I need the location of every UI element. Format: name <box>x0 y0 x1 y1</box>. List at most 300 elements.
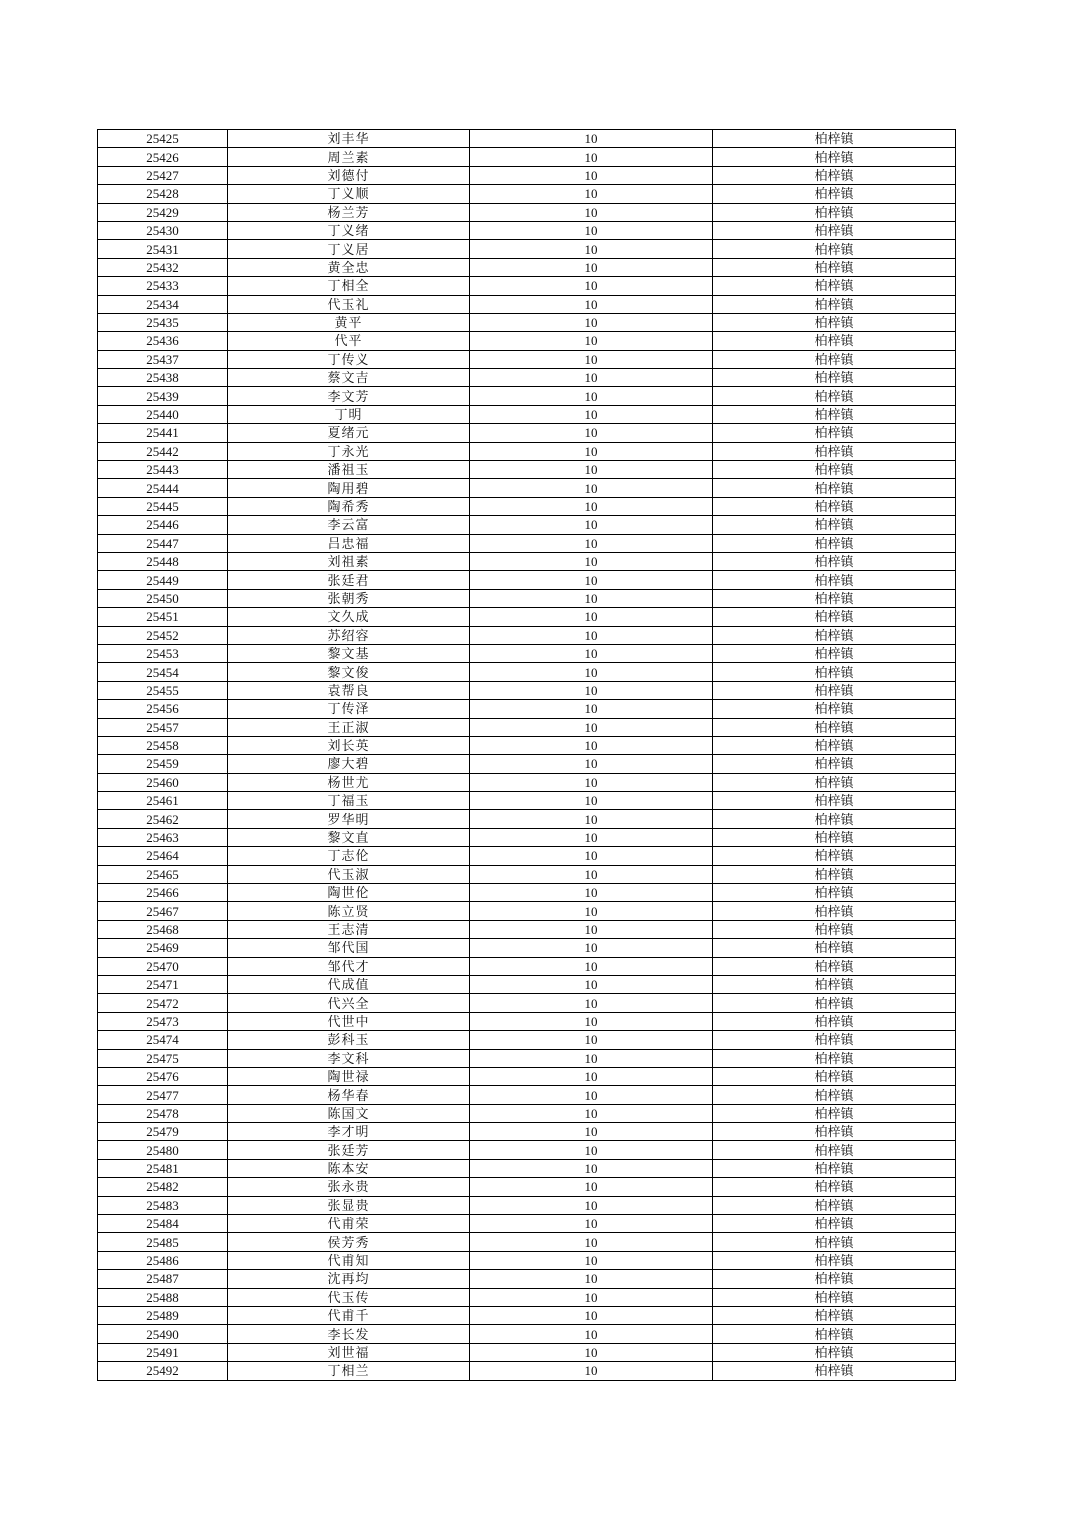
name-cell: 黎文直 <box>228 828 470 846</box>
town-cell: 柏梓镇 <box>713 1141 956 1159</box>
town-cell: 柏梓镇 <box>713 828 956 846</box>
town-cell: 柏梓镇 <box>713 994 956 1012</box>
amount-cell: 10 <box>470 424 713 442</box>
amount-cell: 10 <box>470 516 713 534</box>
name-cell: 代甫荣 <box>228 1215 470 1233</box>
table-row <box>98 313 956 331</box>
row-number-cell: 25475 <box>98 1049 228 1067</box>
table-row <box>98 865 956 883</box>
table-row <box>98 1233 956 1251</box>
name-cell: 刘祖素 <box>228 552 470 570</box>
name-cell: 陶希秀 <box>228 497 470 515</box>
amount-cell: 10 <box>470 920 713 938</box>
table-row <box>98 663 956 681</box>
row-number-cell: 25485 <box>98 1233 228 1251</box>
name-cell: 陶用碧 <box>228 479 470 497</box>
table-row <box>98 552 956 570</box>
town-cell: 柏梓镇 <box>713 700 956 718</box>
row-number-cell: 25444 <box>98 479 228 497</box>
table-row <box>98 148 956 166</box>
amount-cell: 10 <box>470 534 713 552</box>
row-number-cell: 25472 <box>98 994 228 1012</box>
name-cell: 邹代才 <box>228 957 470 975</box>
row-number-cell: 25433 <box>98 277 228 295</box>
town-cell: 柏梓镇 <box>713 130 956 148</box>
name-cell: 杨华春 <box>228 1086 470 1104</box>
name-cell: 黎文俊 <box>228 663 470 681</box>
name-cell: 丁义居 <box>228 240 470 258</box>
amount-cell: 10 <box>470 608 713 626</box>
table-row <box>98 1251 956 1269</box>
table-row <box>98 884 956 902</box>
name-cell: 李云富 <box>228 516 470 534</box>
town-cell: 柏梓镇 <box>713 773 956 791</box>
name-cell: 丁义绪 <box>228 221 470 239</box>
name-cell: 吕忠福 <box>228 534 470 552</box>
amount-cell: 10 <box>470 1196 713 1214</box>
table-row <box>98 939 956 957</box>
table-row <box>98 700 956 718</box>
name-cell: 彭科玉 <box>228 1031 470 1049</box>
amount-cell: 10 <box>470 644 713 662</box>
row-number-cell: 25480 <box>98 1141 228 1159</box>
town-cell: 柏梓镇 <box>713 295 956 313</box>
name-cell: 苏绍容 <box>228 626 470 644</box>
amount-cell: 10 <box>470 884 713 902</box>
name-cell: 李文芳 <box>228 387 470 405</box>
table-row <box>98 1123 956 1141</box>
table-body <box>98 130 956 1381</box>
row-number-cell: 25452 <box>98 626 228 644</box>
town-cell: 柏梓镇 <box>713 1307 956 1325</box>
town-cell: 柏梓镇 <box>713 681 956 699</box>
town-cell: 柏梓镇 <box>713 405 956 423</box>
name-cell: 代玉传 <box>228 1288 470 1306</box>
table-row <box>98 1288 956 1306</box>
name-cell: 代甫千 <box>228 1307 470 1325</box>
name-cell: 张朝秀 <box>228 589 470 607</box>
town-cell: 柏梓镇 <box>713 1288 956 1306</box>
table-row <box>98 644 956 662</box>
amount-cell: 10 <box>470 1159 713 1177</box>
row-number-cell: 25483 <box>98 1196 228 1214</box>
amount-cell: 10 <box>470 332 713 350</box>
town-cell: 柏梓镇 <box>713 442 956 460</box>
town-cell: 柏梓镇 <box>713 369 956 387</box>
amount-cell: 10 <box>470 1215 713 1233</box>
table-row <box>98 608 956 626</box>
name-cell: 陶世伦 <box>228 884 470 902</box>
table-row <box>98 1178 956 1196</box>
town-cell: 柏梓镇 <box>713 718 956 736</box>
name-cell: 代世中 <box>228 1012 470 1030</box>
table-row <box>98 957 956 975</box>
row-number-cell: 25427 <box>98 166 228 184</box>
table-row <box>98 1270 956 1288</box>
amount-cell: 10 <box>470 1325 713 1343</box>
row-number-cell: 25438 <box>98 369 228 387</box>
town-cell: 柏梓镇 <box>713 626 956 644</box>
amount-cell: 10 <box>470 461 713 479</box>
table-row <box>98 387 956 405</box>
amount-cell: 10 <box>470 773 713 791</box>
table-row <box>98 1325 956 1343</box>
name-cell: 丁志伦 <box>228 847 470 865</box>
row-number-cell: 25468 <box>98 920 228 938</box>
amount-cell: 10 <box>470 755 713 773</box>
table-row <box>98 240 956 258</box>
town-cell: 柏梓镇 <box>713 1233 956 1251</box>
table-row <box>98 424 956 442</box>
table-row <box>98 1012 956 1030</box>
name-cell: 丁永光 <box>228 442 470 460</box>
row-number-cell: 25471 <box>98 975 228 993</box>
name-cell: 丁相全 <box>228 277 470 295</box>
town-cell: 柏梓镇 <box>713 148 956 166</box>
town-cell: 柏梓镇 <box>713 920 956 938</box>
table-row <box>98 332 956 350</box>
name-cell: 丁传义 <box>228 350 470 368</box>
row-number-cell: 25455 <box>98 681 228 699</box>
town-cell: 柏梓镇 <box>713 1362 956 1380</box>
amount-cell: 10 <box>470 1049 713 1067</box>
row-number-cell: 25430 <box>98 221 228 239</box>
row-number-cell: 25437 <box>98 350 228 368</box>
name-cell: 代玉礼 <box>228 295 470 313</box>
table-row <box>98 516 956 534</box>
name-cell: 丁相兰 <box>228 1362 470 1380</box>
row-number-cell: 25448 <box>98 552 228 570</box>
town-cell: 柏梓镇 <box>713 1251 956 1269</box>
row-number-cell: 25477 <box>98 1086 228 1104</box>
table-row <box>98 1343 956 1361</box>
row-number-cell: 25489 <box>98 1307 228 1325</box>
town-cell: 柏梓镇 <box>713 736 956 754</box>
row-number-cell: 25449 <box>98 571 228 589</box>
amount-cell: 10 <box>470 185 713 203</box>
table-row <box>98 497 956 515</box>
name-cell: 代平 <box>228 332 470 350</box>
row-number-cell: 25460 <box>98 773 228 791</box>
town-cell: 柏梓镇 <box>713 497 956 515</box>
amount-cell: 10 <box>470 663 713 681</box>
row-number-cell: 25445 <box>98 497 228 515</box>
town-cell: 柏梓镇 <box>713 975 956 993</box>
name-cell: 陈本安 <box>228 1159 470 1177</box>
name-cell: 刘德付 <box>228 166 470 184</box>
name-cell: 夏绪元 <box>228 424 470 442</box>
name-cell: 邹代国 <box>228 939 470 957</box>
table-row <box>98 130 956 148</box>
town-cell: 柏梓镇 <box>713 534 956 552</box>
row-number-cell: 25488 <box>98 1288 228 1306</box>
amount-cell: 10 <box>470 571 713 589</box>
town-cell: 柏梓镇 <box>713 1343 956 1361</box>
row-number-cell: 25441 <box>98 424 228 442</box>
name-cell: 黄平 <box>228 313 470 331</box>
row-number-cell: 25453 <box>98 644 228 662</box>
amount-cell: 10 <box>470 203 713 221</box>
town-cell: 柏梓镇 <box>713 1159 956 1177</box>
amount-cell: 10 <box>470 240 713 258</box>
amount-cell: 10 <box>470 792 713 810</box>
name-cell: 王志清 <box>228 920 470 938</box>
name-cell: 王正淑 <box>228 718 470 736</box>
name-cell: 杨世尤 <box>228 773 470 791</box>
row-number-cell: 25463 <box>98 828 228 846</box>
table-row <box>98 847 956 865</box>
row-number-cell: 25434 <box>98 295 228 313</box>
amount-cell: 10 <box>470 552 713 570</box>
town-cell: 柏梓镇 <box>713 1067 956 1085</box>
amount-cell: 10 <box>470 1288 713 1306</box>
town-cell: 柏梓镇 <box>713 221 956 239</box>
town-cell: 柏梓镇 <box>713 884 956 902</box>
row-number-cell: 25436 <box>98 332 228 350</box>
amount-cell: 10 <box>470 350 713 368</box>
amount-cell: 10 <box>470 589 713 607</box>
row-number-cell: 25429 <box>98 203 228 221</box>
town-cell: 柏梓镇 <box>713 332 956 350</box>
table-row <box>98 681 956 699</box>
table-row <box>98 1104 956 1122</box>
town-cell: 柏梓镇 <box>713 644 956 662</box>
amount-cell: 10 <box>470 847 713 865</box>
table-row <box>98 461 956 479</box>
table-row <box>98 405 956 423</box>
amount-cell: 10 <box>470 1123 713 1141</box>
town-cell: 柏梓镇 <box>713 1178 956 1196</box>
row-number-cell: 25492 <box>98 1362 228 1380</box>
amount-cell: 10 <box>470 810 713 828</box>
table-row <box>98 166 956 184</box>
name-cell: 张显贵 <box>228 1196 470 1214</box>
table-row <box>98 736 956 754</box>
table-row <box>98 773 956 791</box>
town-cell: 柏梓镇 <box>713 663 956 681</box>
row-number-cell: 25478 <box>98 1104 228 1122</box>
row-number-cell: 25440 <box>98 405 228 423</box>
town-cell: 柏梓镇 <box>713 1270 956 1288</box>
table-row <box>98 442 956 460</box>
name-cell: 丁传泽 <box>228 700 470 718</box>
row-number-cell: 25439 <box>98 387 228 405</box>
table-row <box>98 975 956 993</box>
amount-cell: 10 <box>470 295 713 313</box>
table-row <box>98 185 956 203</box>
table-row <box>98 589 956 607</box>
row-number-cell: 25443 <box>98 461 228 479</box>
table-row <box>98 1067 956 1085</box>
table-row <box>98 203 956 221</box>
town-cell: 柏梓镇 <box>713 957 956 975</box>
name-cell: 代甫知 <box>228 1251 470 1269</box>
name-cell: 文久成 <box>228 608 470 626</box>
town-cell: 柏梓镇 <box>713 240 956 258</box>
table-row <box>98 920 956 938</box>
name-cell: 丁义顺 <box>228 185 470 203</box>
amount-cell: 10 <box>470 1067 713 1085</box>
amount-cell: 10 <box>470 902 713 920</box>
table-row <box>98 1196 956 1214</box>
table-row <box>98 828 956 846</box>
name-cell: 李长发 <box>228 1325 470 1343</box>
amount-cell: 10 <box>470 442 713 460</box>
town-cell: 柏梓镇 <box>713 258 956 276</box>
amount-cell: 10 <box>470 626 713 644</box>
town-cell: 柏梓镇 <box>713 1031 956 1049</box>
row-number-cell: 25461 <box>98 792 228 810</box>
town-cell: 柏梓镇 <box>713 571 956 589</box>
row-number-cell: 25447 <box>98 534 228 552</box>
amount-cell: 10 <box>470 1012 713 1030</box>
amount-cell: 10 <box>470 736 713 754</box>
table-row <box>98 258 956 276</box>
amount-cell: 10 <box>470 994 713 1012</box>
amount-cell: 10 <box>470 258 713 276</box>
amount-cell: 10 <box>470 148 713 166</box>
name-cell: 陈立贤 <box>228 902 470 920</box>
table-row <box>98 1362 956 1380</box>
amount-cell: 10 <box>470 1233 713 1251</box>
name-cell: 罗华明 <box>228 810 470 828</box>
table-row <box>98 369 956 387</box>
table-row <box>98 295 956 313</box>
row-number-cell: 25458 <box>98 736 228 754</box>
name-cell: 李才明 <box>228 1123 470 1141</box>
amount-cell: 10 <box>470 166 713 184</box>
amount-cell: 10 <box>470 957 713 975</box>
row-number-cell: 25464 <box>98 847 228 865</box>
table-row <box>98 626 956 644</box>
name-cell: 黎文基 <box>228 644 470 662</box>
row-number-cell: 25470 <box>98 957 228 975</box>
row-number-cell: 25482 <box>98 1178 228 1196</box>
amount-cell: 10 <box>470 1086 713 1104</box>
town-cell: 柏梓镇 <box>713 939 956 957</box>
name-cell: 刘丰华 <box>228 130 470 148</box>
row-number-cell: 25469 <box>98 939 228 957</box>
name-cell: 周兰素 <box>228 148 470 166</box>
row-number-cell: 25465 <box>98 865 228 883</box>
row-number-cell: 25481 <box>98 1159 228 1177</box>
amount-cell: 10 <box>470 130 713 148</box>
table-row <box>98 902 956 920</box>
row-number-cell: 25454 <box>98 663 228 681</box>
name-cell: 陶世禄 <box>228 1067 470 1085</box>
row-number-cell: 25474 <box>98 1031 228 1049</box>
amount-cell: 10 <box>470 1251 713 1269</box>
row-number-cell: 25457 <box>98 718 228 736</box>
amount-cell: 10 <box>470 828 713 846</box>
row-number-cell: 25476 <box>98 1067 228 1085</box>
town-cell: 柏梓镇 <box>713 865 956 883</box>
row-number-cell: 25426 <box>98 148 228 166</box>
row-number-cell: 25450 <box>98 589 228 607</box>
town-cell: 柏梓镇 <box>713 1012 956 1030</box>
row-number-cell: 25490 <box>98 1325 228 1343</box>
town-cell: 柏梓镇 <box>713 479 956 497</box>
row-number-cell: 25467 <box>98 902 228 920</box>
table-row <box>98 1086 956 1104</box>
amount-cell: 10 <box>470 1307 713 1325</box>
name-cell: 刘长英 <box>228 736 470 754</box>
name-cell: 张廷芳 <box>228 1141 470 1159</box>
name-cell: 代兴全 <box>228 994 470 1012</box>
row-number-cell: 25487 <box>98 1270 228 1288</box>
town-cell: 柏梓镇 <box>713 277 956 295</box>
amount-cell: 10 <box>470 1270 713 1288</box>
name-cell: 刘世福 <box>228 1343 470 1361</box>
row-number-cell: 25431 <box>98 240 228 258</box>
table-row <box>98 1215 956 1233</box>
table-row <box>98 1307 956 1325</box>
amount-cell: 10 <box>470 1141 713 1159</box>
table-row <box>98 1159 956 1177</box>
row-number-cell: 25479 <box>98 1123 228 1141</box>
table-row <box>98 755 956 773</box>
town-cell: 柏梓镇 <box>713 1086 956 1104</box>
name-cell: 黄全忠 <box>228 258 470 276</box>
amount-cell: 10 <box>470 865 713 883</box>
town-cell: 柏梓镇 <box>713 516 956 534</box>
town-cell: 柏梓镇 <box>713 1104 956 1122</box>
amount-cell: 10 <box>470 1104 713 1122</box>
town-cell: 柏梓镇 <box>713 1196 956 1214</box>
town-cell: 柏梓镇 <box>713 1325 956 1343</box>
row-number-cell: 25435 <box>98 313 228 331</box>
row-number-cell: 25432 <box>98 258 228 276</box>
amount-cell: 10 <box>470 939 713 957</box>
amount-cell: 10 <box>470 1362 713 1380</box>
town-cell: 柏梓镇 <box>713 552 956 570</box>
table-row <box>98 350 956 368</box>
name-cell: 丁福玉 <box>228 792 470 810</box>
town-cell: 柏梓镇 <box>713 203 956 221</box>
amount-cell: 10 <box>470 221 713 239</box>
data-table <box>97 129 956 1381</box>
table-row <box>98 534 956 552</box>
town-cell: 柏梓镇 <box>713 350 956 368</box>
row-number-cell: 25451 <box>98 608 228 626</box>
name-cell: 张永贵 <box>228 1178 470 1196</box>
amount-cell: 10 <box>470 387 713 405</box>
table-row <box>98 994 956 1012</box>
town-cell: 柏梓镇 <box>713 461 956 479</box>
row-number-cell: 25484 <box>98 1215 228 1233</box>
table-row <box>98 1141 956 1159</box>
row-number-cell: 25466 <box>98 884 228 902</box>
name-cell: 潘祖玉 <box>228 461 470 479</box>
row-number-cell: 25428 <box>98 185 228 203</box>
town-cell: 柏梓镇 <box>713 589 956 607</box>
amount-cell: 10 <box>470 1178 713 1196</box>
table-row <box>98 1049 956 1067</box>
amount-cell: 10 <box>470 681 713 699</box>
town-cell: 柏梓镇 <box>713 1215 956 1233</box>
name-cell: 袁帮良 <box>228 681 470 699</box>
table-row <box>98 571 956 589</box>
amount-cell: 10 <box>470 1343 713 1361</box>
name-cell: 张廷君 <box>228 571 470 589</box>
name-cell: 丁明 <box>228 405 470 423</box>
name-cell: 蔡文吉 <box>228 369 470 387</box>
amount-cell: 10 <box>470 369 713 387</box>
row-number-cell: 25459 <box>98 755 228 773</box>
town-cell: 柏梓镇 <box>713 387 956 405</box>
name-cell: 代成值 <box>228 975 470 993</box>
amount-cell: 10 <box>470 1031 713 1049</box>
